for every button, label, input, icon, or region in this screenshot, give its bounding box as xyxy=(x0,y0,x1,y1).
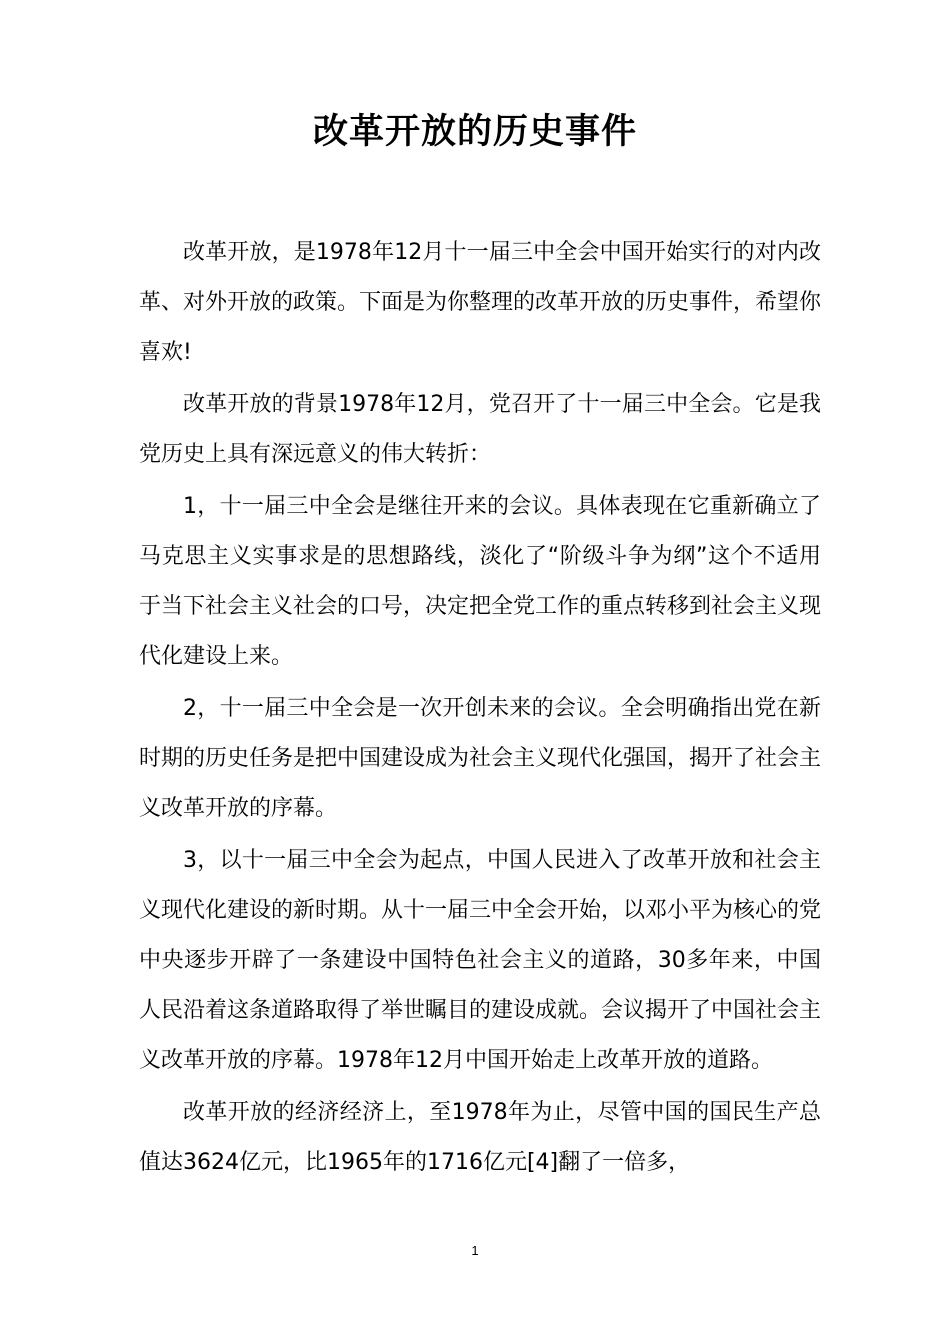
page-number: 1 xyxy=(471,1243,479,1258)
paragraph-economy: 改革开放的经济经济上，至1978年为止，尽管中国的国民生产总值达3624亿元，比1965年的1716亿元[4]翻了一倍多， xyxy=(139,1100,821,1175)
paragraph-intro: 改革开放，是1978年12月十一届三中全会中国开始实行的对内改革、对外开放的政策。下面是为你整理的改革开放的历史事件，希望你喜欢! xyxy=(139,240,822,365)
paragraph-point-3: 3，以十一届三中全会为起点，中国人民进入了改革开放和社会主义现代化建设的新时期。从十一届三中全会开始，以邓小平为核心的党中央逐步开辟了一条建设中国特色社会主义的道路，30多年来，中国人民沿着这条道路取得了举世瞩目的建设成就。会议揭开了中国社会主义改革开放的序幕。1978年12月中国开始走上改革开放的道路。 xyxy=(139,848,822,1073)
paragraph-point-2: 2，十一届三中全会是一次开创未来的会议。全会明确指出党在新时期的历史任务是把中国建设成为社会主义现代化强国，揭开了社会主义改革开放的序幕。 xyxy=(139,696,822,821)
document-title: 改革开放的历史事件 xyxy=(312,112,637,152)
document-body xyxy=(139,228,821,1190)
paragraph-background: 改革开放的背景1978年12月，党召开了十一届三中全会。它是我党历史上具有深远意义的伟大转折： xyxy=(139,392,821,467)
paragraph-point-1: 1，十一届三中全会是继往开来的会议。具体表现在它重新确立了马克思主义实事求是的思想路线，淡化了“阶级斗争为纲”这个不适用于当下社会主义社会的口号，决定把全党工作的重点转移到社会主义现代化建设上来。 xyxy=(139,494,822,669)
